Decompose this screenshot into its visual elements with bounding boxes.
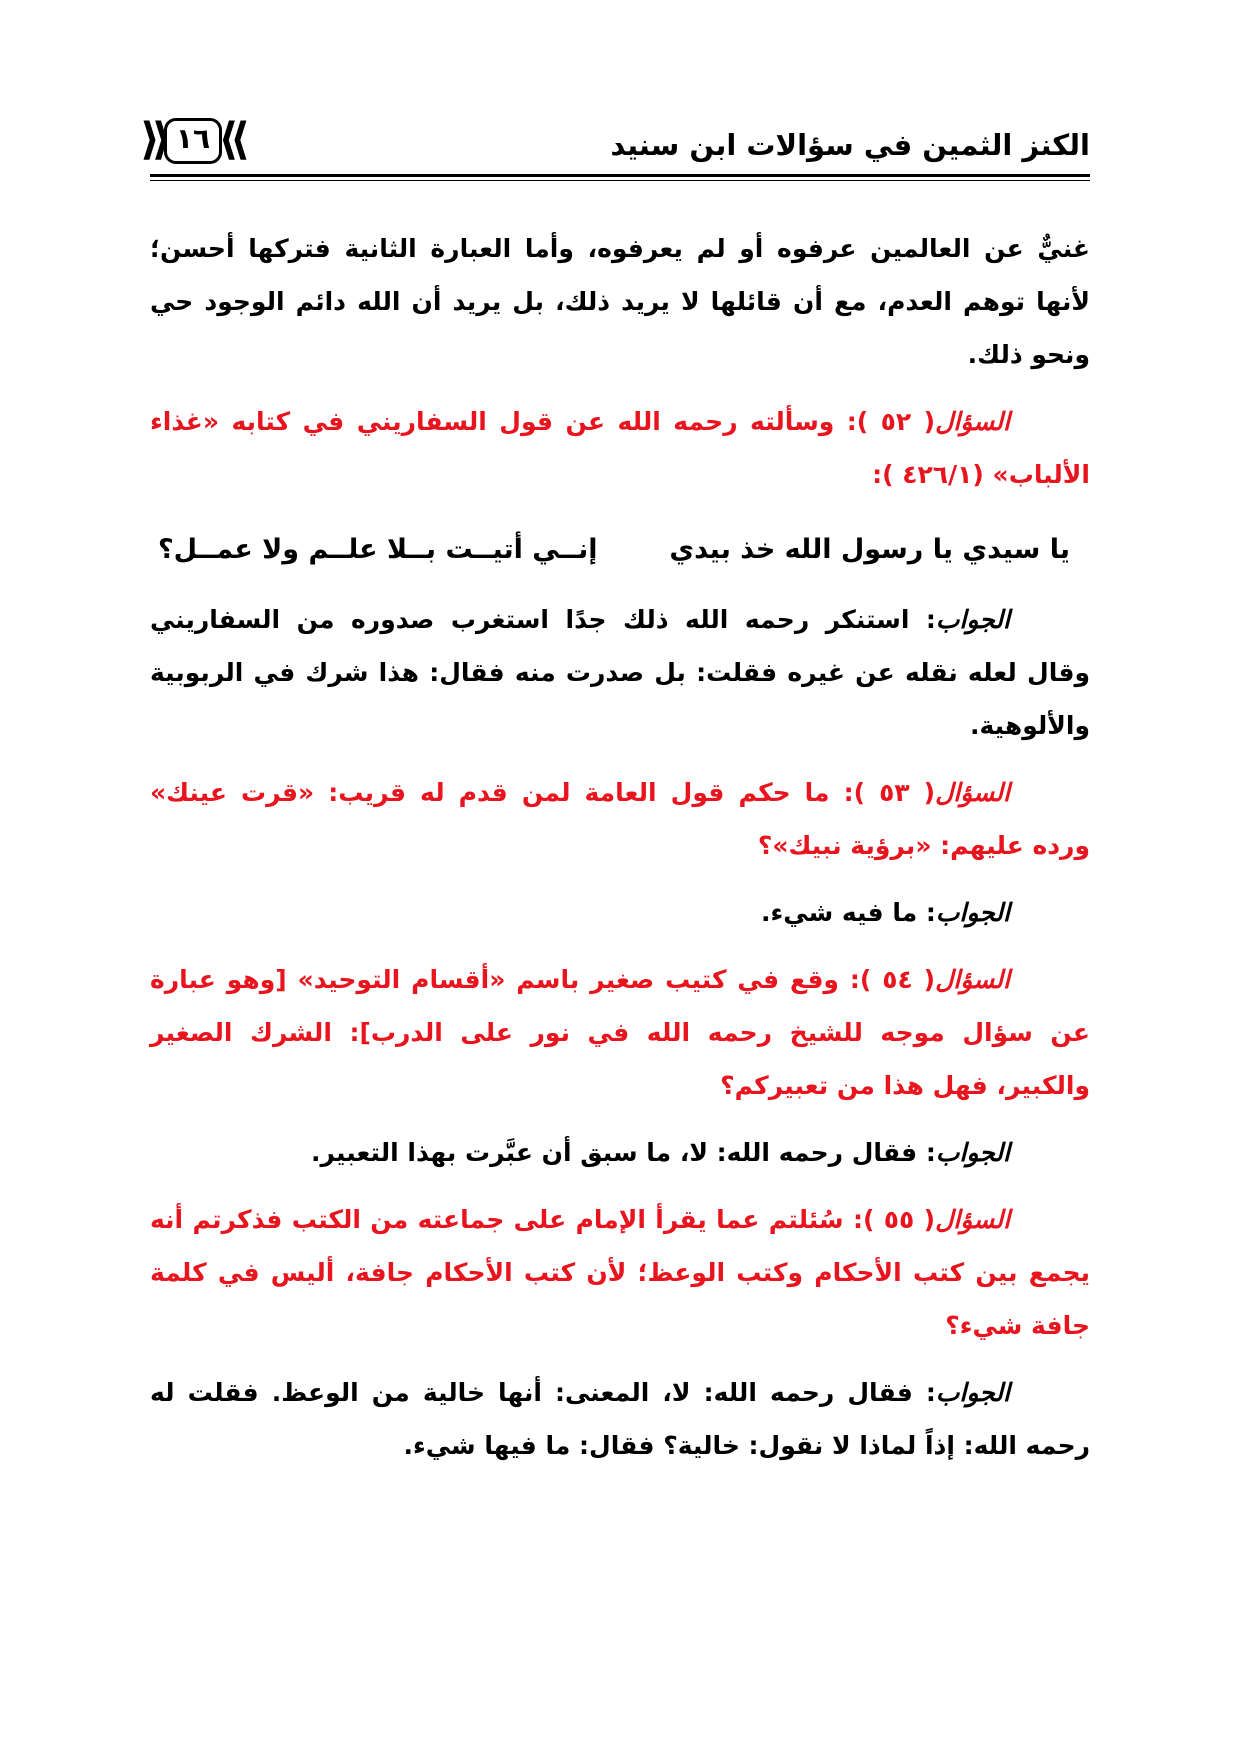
- answer-54: [150, 1126, 1090, 1179]
- question-text: : ما حكم قول العامة لمن قدم له قريب: «قرت عينك» ورده عليهم: «برؤية نبيك»؟: [150, 778, 1090, 860]
- answer-53: [150, 886, 1090, 939]
- ornament-bracket-left-icon: ⟪: [140, 114, 172, 165]
- question-number: ( ٥٢ ): [856, 407, 936, 436]
- page-number-badge: [140, 114, 250, 168]
- question-label: السؤال: [935, 407, 1010, 436]
- question-text: : سُئلتم عما يقرأ الإمام على جماعته من الكتب فذكرتم أنه يجمع بين كتب الأحكام وكتب الوعظ؛ لأن كتب الأحكام جافة، أليس في كلمة جافة شيء؟: [150, 1205, 1090, 1340]
- question-53: [150, 766, 1090, 872]
- page-header: [140, 108, 1090, 188]
- answer-label: الجواب: [935, 1138, 1010, 1167]
- answer-text: : ما فيه شيء.: [761, 898, 936, 927]
- header-rule: [150, 174, 1090, 177]
- ornament-bracket-right-icon: ⟫: [218, 114, 250, 165]
- question-label: السؤال: [935, 965, 1010, 994]
- answer-label: الجواب: [935, 1378, 1010, 1407]
- answer-52: [150, 593, 1090, 752]
- question-52: [150, 395, 1090, 501]
- answer-55: [150, 1366, 1090, 1472]
- poem-hemistich-1: يا سيدي يا رسول الله خذ بيدي: [669, 534, 1070, 565]
- poem-verse: [150, 525, 1090, 575]
- question-number: ( ٥٣ ): [853, 778, 936, 807]
- paragraph-continuation: غنيٌّ عن العالمين عرفوه أو لم يعرفوه، وأما العبارة الثانية فتركها أحسن؛ لأنها توهم العدم، مع أن قائلها لا يريد ذلك، بل يريد أن الله دائم الوجود حي ونحو ذلك.: [150, 234, 1090, 369]
- page-body: [150, 222, 1090, 1472]
- answer-label: الجواب: [935, 605, 1010, 634]
- question-number: ( ٥٥ ): [862, 1205, 936, 1234]
- poem-hemistich-2: إنــي أتيــت بــلا علــم ولا عمــل؟: [158, 534, 598, 565]
- answer-label: الجواب: [935, 898, 1010, 927]
- question-label: السؤال: [935, 778, 1010, 807]
- answer-text: : فقال رحمه الله: لا، ما سبق أن عبَّرت بهذا التعبير.: [310, 1138, 936, 1167]
- question-text: : وقع في كتيب صغير باسم «أقسام التوحيد» [وهو عبارة عن سؤال موجه للشيخ رحمه الله في نور على الدرب]: الشرك الصغير والكبير، فهل هذا من تعبيركم؟: [150, 965, 1090, 1100]
- question-54: [150, 953, 1090, 1112]
- answer-text: : فقال رحمه الله: لا، المعنى: أنها خالية من الوعظ. فقلت له رحمه الله: إذاً لماذا لا نقول: خالية؟ فقال: ما فيها شيء.: [150, 1378, 1090, 1460]
- question-label: السؤال: [935, 1205, 1011, 1234]
- answer-text: : استنكر رحمه الله ذلك جدًا استغرب صدوره من السفاريني وقال لعله نقله عن غيره فقلت: بل صدرت منه فقال: هذا شرك في الربوبية والألوهية.: [150, 605, 1090, 740]
- question-55: [150, 1193, 1090, 1352]
- header-rule-thin: [150, 180, 1090, 181]
- question-number: ( ٥٤ ): [859, 965, 936, 994]
- page-number: ١٦: [175, 122, 211, 155]
- question-text: : وسألته رحمه الله عن قول السفاريني في كتابه «غذاء الألباب» (٤٢٦/١ ):: [150, 407, 1090, 489]
- running-title: الكنز الثمين في سؤالات ابن سنيد: [610, 128, 1090, 162]
